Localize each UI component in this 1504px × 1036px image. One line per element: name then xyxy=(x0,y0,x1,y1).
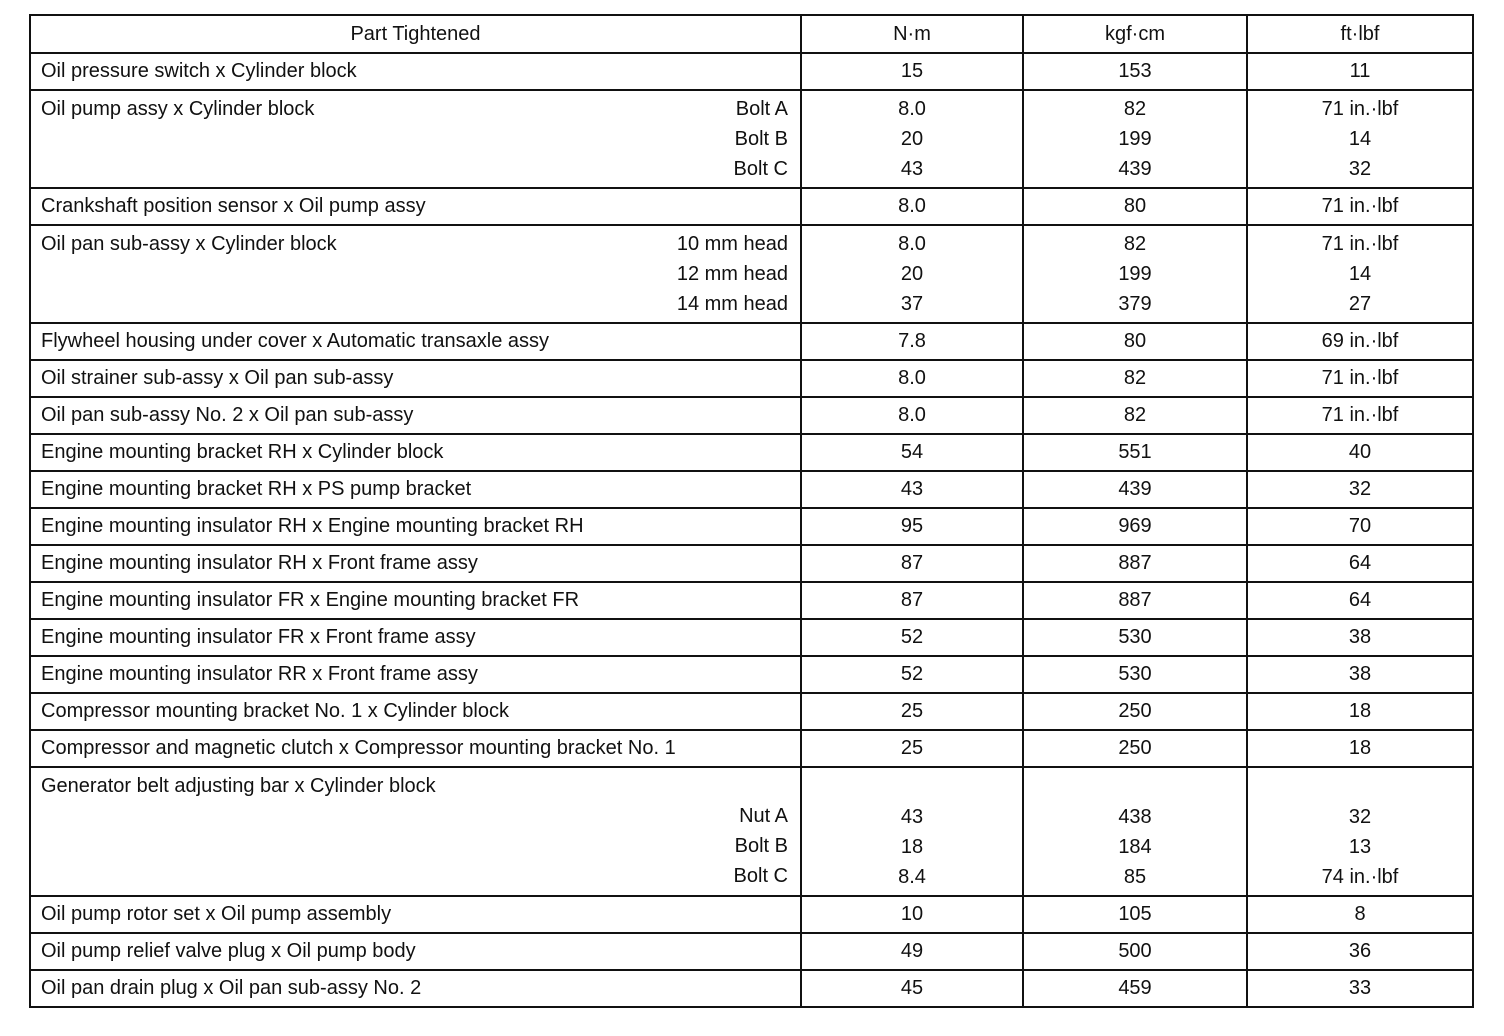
ftlbf-cell xyxy=(1247,471,1473,508)
nm-cell xyxy=(801,188,1023,225)
sub-label: Bolt C xyxy=(733,158,788,180)
ftlbf-cell xyxy=(1247,90,1473,188)
ftlbf-cell xyxy=(1247,434,1473,471)
ftlbf-value: 32 xyxy=(1348,806,1372,828)
table-row xyxy=(30,582,1473,619)
ftlbf-value: 71 in.·lbf xyxy=(1321,404,1399,426)
ftlbf-value: 71 in.·lbf xyxy=(1321,195,1399,217)
ftlbf-value: 71 in.·lbf xyxy=(1321,367,1399,389)
kgfcm-cell xyxy=(1023,933,1247,970)
part-cell xyxy=(30,434,801,471)
ftlbf-cell xyxy=(1247,323,1473,360)
header-part-tightened: Part Tightened xyxy=(30,15,801,53)
nm-cell xyxy=(801,434,1023,471)
nm-value: 52 xyxy=(900,626,924,648)
nm-cell xyxy=(801,508,1023,545)
nm-value: 10 xyxy=(900,903,924,925)
ftlbf-value: 38 xyxy=(1348,626,1372,648)
nm-cell xyxy=(801,767,1023,896)
part-name: Generator belt adjusting bar x Cylinder block xyxy=(41,775,436,797)
nm-value: 95 xyxy=(900,515,924,537)
kgfcm-value: 887 xyxy=(1118,589,1152,611)
ftlbf-cell xyxy=(1247,582,1473,619)
ftlbf-cell xyxy=(1247,619,1473,656)
nm-value: 18 xyxy=(900,836,924,858)
table-row xyxy=(30,90,1473,188)
sub-label: Bolt B xyxy=(734,128,788,150)
nm-value: 8.0 xyxy=(898,404,926,426)
nm-cell xyxy=(801,896,1023,933)
table-row xyxy=(30,188,1473,225)
part-cell xyxy=(30,53,801,90)
kgfcm-value: 530 xyxy=(1118,626,1152,648)
sub-label: Bolt C xyxy=(733,865,788,887)
kgfcm-cell xyxy=(1023,656,1247,693)
nm-value: 8.0 xyxy=(898,233,926,255)
ftlbf-value: 64 xyxy=(1348,552,1372,574)
ftlbf-value: 18 xyxy=(1348,737,1372,759)
sub-label: 14 mm head xyxy=(676,293,788,315)
part-cell xyxy=(30,90,801,188)
kgfcm-value: 530 xyxy=(1118,663,1152,685)
nm-value: 15 xyxy=(900,60,924,82)
table-row xyxy=(30,693,1473,730)
ftlbf-value: 11 xyxy=(1349,60,1371,82)
kgfcm-value: 887 xyxy=(1118,552,1152,574)
part-cell xyxy=(30,767,801,896)
kgfcm-value: 439 xyxy=(1118,158,1152,180)
part-name: Oil pan sub-assy No. 2 x Oil pan sub-assy xyxy=(41,404,414,426)
part-name: Crankshaft position sensor x Oil pump assy xyxy=(41,195,426,217)
nm-cell xyxy=(801,90,1023,188)
ftlbf-cell xyxy=(1247,225,1473,323)
ftlbf-cell xyxy=(1247,896,1473,933)
part-cell xyxy=(30,397,801,434)
part-name: Flywheel housing under cover x Automatic transaxle assy xyxy=(41,330,550,352)
kgfcm-cell xyxy=(1023,582,1247,619)
kgfcm-cell xyxy=(1023,970,1247,1007)
part-name: Engine mounting insulator FR x Engine mounting bracket FR xyxy=(41,589,580,611)
kgfcm-value: 105 xyxy=(1118,903,1152,925)
ftlbf-cell xyxy=(1247,508,1473,545)
part-name: Oil pressure switch x Cylinder block xyxy=(41,60,357,82)
table-row xyxy=(30,53,1473,90)
kgfcm-value: 199 xyxy=(1118,263,1152,285)
kgfcm-cell xyxy=(1023,619,1247,656)
nm-value: 20 xyxy=(900,263,924,285)
header-kgfcm: kgf·cm xyxy=(1023,15,1247,53)
kgfcm-value: 153 xyxy=(1118,60,1152,82)
part-name: Oil pump relief valve plug x Oil pump body xyxy=(41,940,416,962)
part-cell xyxy=(30,619,801,656)
ftlbf-cell xyxy=(1247,730,1473,767)
kgfcm-value: 250 xyxy=(1118,737,1152,759)
nm-cell xyxy=(801,360,1023,397)
part-cell xyxy=(30,656,801,693)
kgfcm-value: 250 xyxy=(1118,700,1152,722)
kgfcm-value: 438 xyxy=(1118,806,1152,828)
nm-cell xyxy=(801,397,1023,434)
table-row xyxy=(30,656,1473,693)
ftlbf-cell xyxy=(1247,545,1473,582)
ftlbf-value: 8 xyxy=(1354,903,1366,925)
part-cell xyxy=(30,508,801,545)
kgfcm-value: 80 xyxy=(1123,330,1147,352)
nm-value: 49 xyxy=(900,940,924,962)
nm-cell xyxy=(801,582,1023,619)
sub-label: Bolt A xyxy=(735,98,788,120)
nm-cell xyxy=(801,53,1023,90)
part-name: Oil pan drain plug x Oil pan sub-assy No. 2 xyxy=(41,977,422,999)
kgfcm-value: 82 xyxy=(1123,404,1147,426)
part-cell xyxy=(30,360,801,397)
table-row xyxy=(30,896,1473,933)
kgfcm-value: 82 xyxy=(1123,98,1147,120)
nm-value: 8.0 xyxy=(898,367,926,389)
nm-value: 43 xyxy=(900,806,924,828)
kgfcm-value: 85 xyxy=(1123,866,1147,888)
part-name: Engine mounting insulator RR x Front frame assy xyxy=(41,663,478,685)
nm-cell xyxy=(801,225,1023,323)
torque-spec-table xyxy=(29,14,1474,1008)
nm-value: 8.4 xyxy=(898,866,926,888)
part-cell xyxy=(30,471,801,508)
nm-value: 25 xyxy=(900,737,924,759)
kgfcm-value: 379 xyxy=(1118,293,1152,315)
kgfcm-value: 500 xyxy=(1118,940,1152,962)
table-row xyxy=(30,434,1473,471)
table-row xyxy=(30,508,1473,545)
ftlbf-cell xyxy=(1247,933,1473,970)
ftlbf-value: 13 xyxy=(1348,836,1372,858)
part-cell xyxy=(30,730,801,767)
ftlbf-value: 18 xyxy=(1348,700,1372,722)
nm-value: 37 xyxy=(900,293,924,315)
nm-cell xyxy=(801,471,1023,508)
table-row xyxy=(30,471,1473,508)
kgfcm-value: 459 xyxy=(1118,977,1152,999)
ftlbf-value: 70 xyxy=(1348,515,1372,537)
nm-value: 25 xyxy=(900,700,924,722)
table-row xyxy=(30,933,1473,970)
nm-cell xyxy=(801,693,1023,730)
part-name: Engine mounting bracket RH x PS pump bracket xyxy=(41,478,472,500)
ftlbf-cell xyxy=(1247,360,1473,397)
ftlbf-value: 40 xyxy=(1348,441,1372,463)
table-row xyxy=(30,545,1473,582)
ftlbf-cell xyxy=(1247,656,1473,693)
kgfcm-cell xyxy=(1023,508,1247,545)
kgfcm-value: 184 xyxy=(1118,836,1152,858)
ftlbf-value: 32 xyxy=(1348,158,1372,180)
part-name: Engine mounting insulator RH x Front frame assy xyxy=(41,552,478,574)
part-cell xyxy=(30,933,801,970)
table-row xyxy=(30,730,1473,767)
ftlbf-value: 64 xyxy=(1348,589,1372,611)
kgfcm-cell xyxy=(1023,545,1247,582)
sub-label: 12 mm head xyxy=(676,263,788,285)
nm-cell xyxy=(801,970,1023,1007)
kgfcm-cell xyxy=(1023,397,1247,434)
nm-value: 8.0 xyxy=(898,195,926,217)
nm-value: 45 xyxy=(900,977,924,999)
nm-value: 54 xyxy=(900,441,924,463)
nm-value: 7.8 xyxy=(898,330,926,352)
ftlbf-value: 32 xyxy=(1348,478,1372,500)
ftlbf-value: 36 xyxy=(1348,940,1372,962)
ftlbf-cell xyxy=(1247,970,1473,1007)
kgfcm-value: 551 xyxy=(1118,441,1152,463)
sub-label: Bolt B xyxy=(734,835,788,857)
ftlbf-value: 33 xyxy=(1348,977,1372,999)
ftlbf-value: 69 in.·lbf xyxy=(1321,330,1399,352)
kgfcm-cell xyxy=(1023,896,1247,933)
part-name: Compressor mounting bracket No. 1 x Cylinder block xyxy=(41,700,509,722)
table-row xyxy=(30,360,1473,397)
nm-cell xyxy=(801,656,1023,693)
ftlbf-cell xyxy=(1247,53,1473,90)
nm-value: 8.0 xyxy=(898,98,926,120)
part-cell xyxy=(30,582,801,619)
kgfcm-cell xyxy=(1023,434,1247,471)
nm-value: 43 xyxy=(900,478,924,500)
table-row xyxy=(30,619,1473,656)
part-name: Compressor and magnetic clutch x Compressor mounting bracket No. 1 xyxy=(41,737,676,759)
kgfcm-cell xyxy=(1023,225,1247,323)
table-row xyxy=(30,397,1473,434)
kgfcm-cell xyxy=(1023,188,1247,225)
ftlbf-cell xyxy=(1247,397,1473,434)
table-row xyxy=(30,323,1473,360)
part-name: Oil pump rotor set x Oil pump assembly xyxy=(41,903,392,925)
kgfcm-value: 439 xyxy=(1118,478,1152,500)
part-cell xyxy=(30,188,801,225)
ftlbf-cell xyxy=(1247,693,1473,730)
kgfcm-cell xyxy=(1023,767,1247,896)
part-name: Oil pan sub-assy x Cylinder block xyxy=(41,233,337,255)
kgfcm-value: 80 xyxy=(1123,195,1147,217)
header-row xyxy=(30,15,1473,53)
nm-cell xyxy=(801,619,1023,656)
nm-cell xyxy=(801,933,1023,970)
kgfcm-cell xyxy=(1023,53,1247,90)
ftlbf-value: 27 xyxy=(1348,293,1372,315)
kgfcm-cell xyxy=(1023,693,1247,730)
kgfcm-value: 82 xyxy=(1123,367,1147,389)
nm-value: 52 xyxy=(900,663,924,685)
kgfcm-cell xyxy=(1023,471,1247,508)
part-name: Engine mounting insulator RH x Engine mounting bracket RH xyxy=(41,515,584,537)
sub-label: 10 mm head xyxy=(676,233,788,255)
nm-cell xyxy=(801,323,1023,360)
part-cell xyxy=(30,693,801,730)
part-cell xyxy=(30,970,801,1007)
ftlbf-cell xyxy=(1247,767,1473,896)
ftlbf-value: 71 in.·lbf xyxy=(1321,233,1399,255)
ftlbf-value: 14 xyxy=(1348,263,1372,285)
part-cell xyxy=(30,896,801,933)
table-row xyxy=(30,767,1473,896)
ftlbf-cell xyxy=(1247,188,1473,225)
ftlbf-value: 14 xyxy=(1348,128,1372,150)
part-cell xyxy=(30,323,801,360)
table-row xyxy=(30,970,1473,1007)
nm-value: 87 xyxy=(900,589,924,611)
part-name: Engine mounting bracket RH x Cylinder block xyxy=(41,441,444,463)
kgfcm-value: 969 xyxy=(1118,515,1152,537)
nm-cell xyxy=(801,730,1023,767)
kgfcm-cell xyxy=(1023,323,1247,360)
sub-label: Nut A xyxy=(739,805,788,827)
kgfcm-cell xyxy=(1023,730,1247,767)
part-name: Oil pump assy x Cylinder block xyxy=(41,98,315,120)
kgfcm-value: 82 xyxy=(1123,233,1147,255)
nm-value: 20 xyxy=(900,128,924,150)
ftlbf-value: 74 in.·lbf xyxy=(1321,866,1399,888)
kgfcm-value: 199 xyxy=(1118,128,1152,150)
part-cell xyxy=(30,545,801,582)
ftlbf-value: 38 xyxy=(1348,663,1372,685)
kgfcm-cell xyxy=(1023,90,1247,188)
header-nm: N·m xyxy=(801,15,1023,53)
kgfcm-cell xyxy=(1023,360,1247,397)
nm-value: 87 xyxy=(900,552,924,574)
part-name: Engine mounting insulator FR x Front frame assy xyxy=(41,626,476,648)
ftlbf-value: 71 in.·lbf xyxy=(1321,98,1399,120)
part-name: Oil strainer sub-assy x Oil pan sub-assy xyxy=(41,367,394,389)
table-row xyxy=(30,225,1473,323)
part-cell xyxy=(30,225,801,323)
nm-value: 43 xyxy=(900,158,924,180)
nm-cell xyxy=(801,545,1023,582)
header-ftlbf: ft·lbf xyxy=(1247,15,1473,53)
